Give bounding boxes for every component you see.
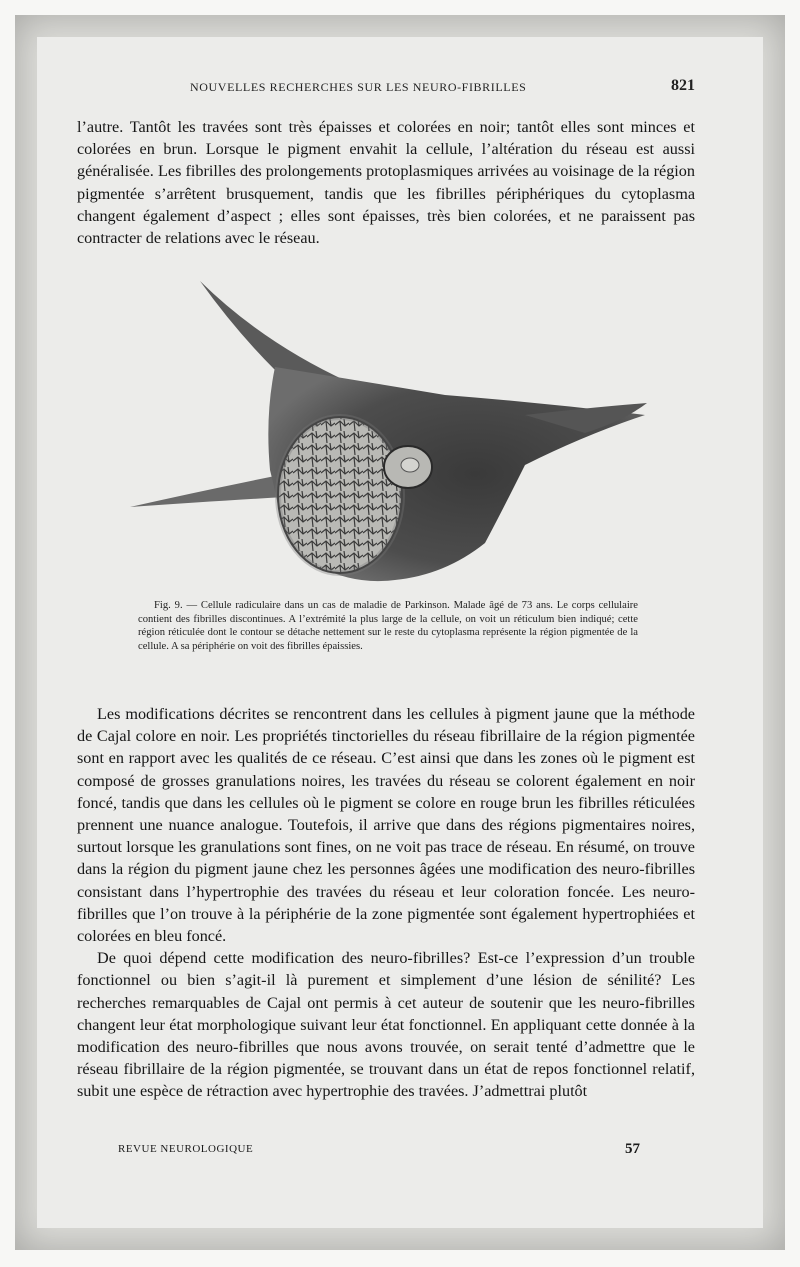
body-text: [77, 703, 695, 1103]
page-footer: [118, 1143, 640, 1155]
figure-caption: [138, 599, 638, 653]
neuron-illustration: [125, 275, 655, 593]
running-header: [190, 77, 695, 95]
paragraph: l’autre. Tantôt les travées sont très épaisses et colorées en noir; tantôt elles sont minces et colorées en brun. Lorsque le pigment envahit la cellule, l’altération du réseau est aussi généralisée. Les fibrilles des prolongements protoplasmiques arrivées au voisinage de la région pigmentée s’arrêtent brusquement, tandis que les fibrilles périphériques du cytoplasma changent également d’aspect ; elles sont épaisses, très bien colorées, et ne paraissent pas contracter de relations avec le réseau.: [77, 118, 695, 248]
running-title: NOUVELLES RECHERCHES SUR LES NEURO-FIBRILLES: [190, 80, 527, 94]
signature-number: 57: [625, 1141, 640, 1157]
paragraph: Les modifications décrites se rencontrent dans les cellules à pigment jaune que la méthode de Cajal colore en noir. Les propriétés tinctorielles du réseau fibrillaire de la région pigmentée sont en rapport avec les qualités de ce réseau. C’est ainsi que dans les zones où le pigment est composé de grosses granulations noires, les travées du réseau se colorent également en noir foncé, tandis que dans les cellules où le pigment se colore en rouge brun les fibrilles réticulées prennent une nuance analogue. Toutefois, il arrive que dans des régions pigmentaires noires, surtout lorsque les granulations sont fines, on ne voit pas trace de réseau. En résumé, on trouve dans la région du pigment jaune chez les personnes âgées une modification des neuro-fibrilles consistant dans l’hypertrophie des travées du réseau et leur coloration foncée. Les neuro-fibrilles que l’on trouve à la périphérie de la zone pigmentée sont également hypertrophiées et colorées en bleu foncé.: [77, 705, 695, 946]
page-number: 821: [671, 77, 695, 94]
journal-name: REVUE NEUROLOGIQUE: [118, 1143, 254, 1155]
figure-neuron-drawing: [125, 275, 655, 593]
top-paragraph-block: [77, 116, 695, 249]
caption-text: Fig. 9. — Cellule radiculaire dans un cas de maladie de Parkinson. Malade âgé de 73 ans. Le corps cellulaire contient des fibrilles discontinues. A l’extrémité la plus large de la cellule, on voit un réticulum bien indiqué; cette région réticulée dont le contour se détache nettement sur le reste du cytoplasma représente la région pigmentée de la cellule. A sa périphérie on voit des fibrilles épaissies.: [138, 600, 638, 652]
paragraph: De quoi dépend cette modification des neuro-fibrilles? Est-ce l’expression d’un trouble fonctionnel ou bien s’agit-il là purement et simplement d’une lésion de sénilité? Les recherches remarquables de Cajal ont permis à cet auteur de soutenir que les neuro-fibrilles changent leur état morphologique suivant leur état fonctionnel. En appliquant cette donnée à la modification des neuro-fibrilles que nous avons trouvée, on serait tenté d’admettre que le réseau fibrillaire de la région pigmentée, se trouvant dans un état de repos fonctionnel relatif, subit une espèce de rétraction avec hypertrophie des travées. J’admettrai plutôt: [77, 949, 695, 1101]
